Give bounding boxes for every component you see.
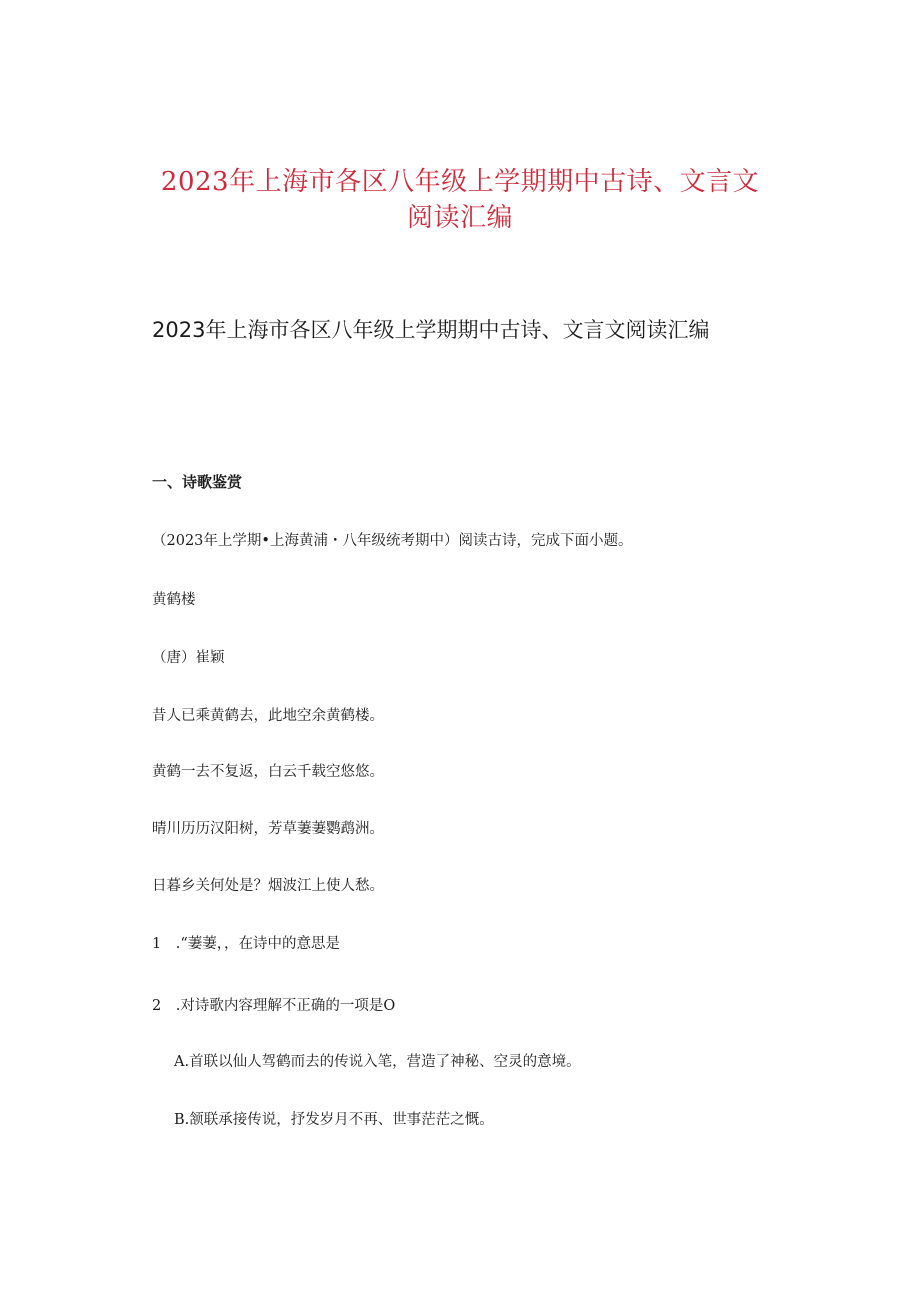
poem-author: （唐）崔颖 <box>152 650 225 666</box>
poem-line: 黄鹤一去不复返，白云千载空悠悠。 <box>152 764 384 780</box>
section-heading: 一、诗歌鉴赏 <box>152 473 243 491</box>
poem-line: 日暮乡关何处是？烟波江上使人愁。 <box>152 878 384 894</box>
option-a: A.首联以仙人驾鹤而去的传说入笔，营造了神秘、空灵的意境。 <box>174 1054 581 1070</box>
poem-line: 晴川历历汉阳树，芳草萋萋鹦鹉洲。 <box>152 821 384 837</box>
poem-title: 黄鹤楼 <box>152 592 196 608</box>
main-title: 2023年上海市各区八年级上学期期中古诗、文言文阅读汇编 <box>160 167 760 233</box>
question-2: 2 .对诗歌内容理解不正确的一项是O <box>152 998 396 1014</box>
option-b: B.颔联承接传说，抒发岁月不再、世事茫茫之慨。 <box>174 1112 494 1128</box>
sub-title: 2023年上海市各区八年级上学期期中古诗、文言文阅读汇编 <box>152 318 710 342</box>
poem-line: 昔人已乘黄鹤去，此地空余黄鹤楼。 <box>152 708 384 724</box>
question-1: 1 .“萋萋，，在诗中的意思是 <box>152 936 340 952</box>
source-note: （2023年上学期•上海黄浦・八年级统考期中）阅读古诗，完成下面小题。 <box>152 533 633 549</box>
